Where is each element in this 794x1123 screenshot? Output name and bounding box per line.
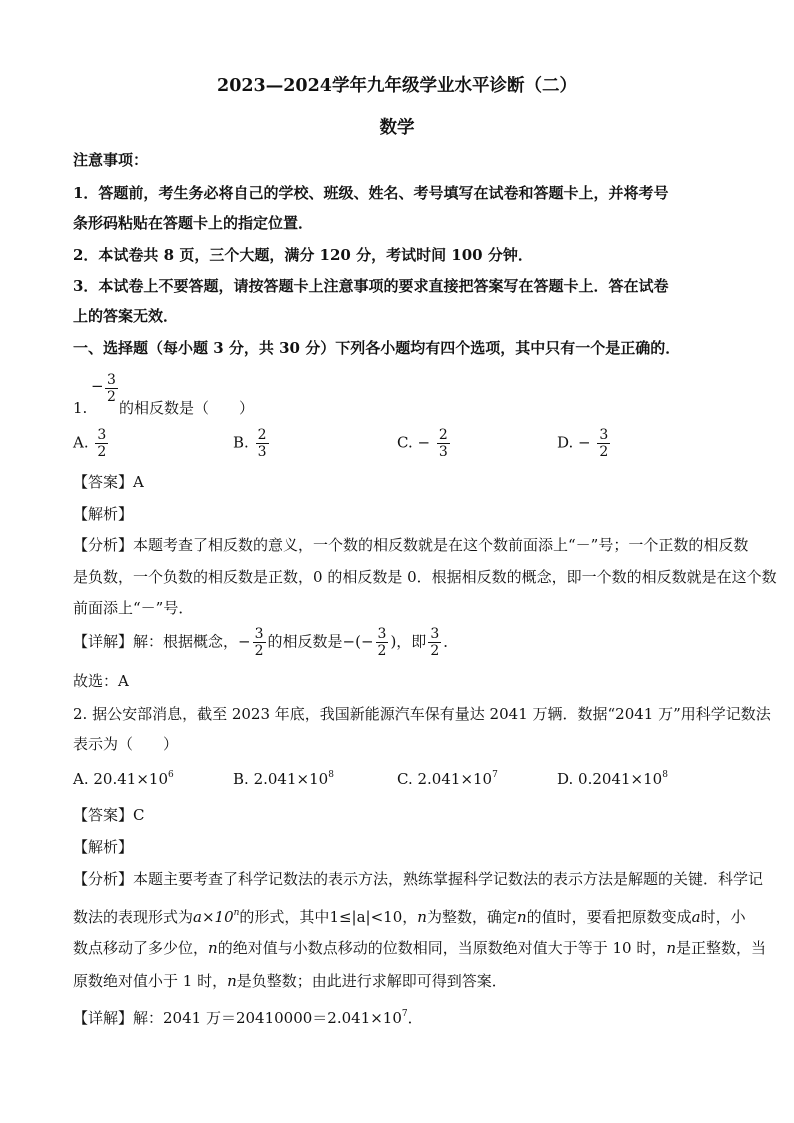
fraction: $\frac{3}{2}$ [599, 427, 609, 460]
question-2-stem: 表示为（ ） [73, 735, 179, 753]
choose-1: 故选：A [73, 672, 129, 690]
section-heading: 一、选择题（每小题 3 分，共 30 分）下列各小题均有四个选项，其中只有一个是正确的． [73, 339, 681, 357]
fraction: $\frac{3}{2}$ [377, 626, 387, 659]
fraction: $\frac{2}{3}$ [257, 427, 267, 460]
minus-sign: − [91, 377, 104, 395]
analysis-text: 数法的表现形式为$a\times 10^n$的形式，其中1≤|a|<10，n为整数，确定n的值时，要看把原数变成a时，小 [73, 908, 746, 926]
analysis-tag: 【解析】 [73, 505, 134, 523]
notes-item: 条形码粘贴在答题卡上的指定位置． [73, 214, 314, 232]
fraction: $\frac{3}{2}$ [107, 372, 116, 405]
option-c[interactable]: C. $2.041\times 10^7$ [397, 770, 498, 788]
option-a[interactable]: A. $\frac{3}{2}$ [73, 427, 107, 460]
analysis-text: 是负数，一个负数的相反数是正数，0 的相反数是 0．根据相反数的概念，即一个数的相反数就是在这个数 [73, 568, 777, 586]
question-number: 1. [73, 399, 88, 417]
question-2-stem: 2. 据公安部消息，截至 2023 年底，我国新能源汽车保有量达 2041 万辆．数据“2041 万”用科学记数法 [73, 705, 771, 723]
detail-2: 【详解】解：2041 万$=20410000=2.041\times 10^7$． [73, 1009, 423, 1027]
fraction: $\frac{3}{2}$ [254, 626, 264, 659]
option-d[interactable]: D. − $\frac{3}{2}$ [557, 427, 609, 460]
stem-tail: 的相反数是（ ） [119, 399, 255, 417]
option-c[interactable]: C. − $\frac{2}{3}$ [397, 427, 448, 460]
option-b[interactable]: B. $\frac{2}{3}$ [233, 427, 267, 460]
notes-item: 2．本试卷共 8 页，三个大题，满分 120 分，考试时间 100 分钟． [73, 246, 533, 264]
fraction: $\frac{3}{2}$ [97, 427, 107, 460]
notes-item: 上的答案无效． [73, 307, 179, 325]
detail-1: 【详解】解：根据概念，− $\frac{3}{2}$ 的相反数是−(− $\frac{3}{2}$ )，即 $\frac{3}{2}$ ． [73, 626, 459, 659]
subject-title: 数学 [379, 118, 415, 138]
analysis-text: 【分析】本题主要考查了科学记数法的表示方法，熟练掌握科学记数法的表示方法是解题的关键．科学记 [73, 870, 764, 888]
option-a[interactable]: A. $20.41\times 10^6$ [73, 770, 174, 788]
fraction: $\frac{2}{3}$ [438, 427, 448, 460]
option-b[interactable]: B. $2.041\times 10^8$ [233, 770, 334, 788]
analysis-text: 【分析】本题考查了相反数的意义，一个数的相反数就是在这个数前面添上“－”号；一个正数的相反数 [73, 536, 749, 554]
analysis-tag: 【解析】 [73, 838, 134, 856]
notes-item: 1．答题前，考生务必将自己的学校、班级、姓名、考号填写在试卷和答题卡上，并将考号 [73, 184, 669, 202]
notes-item: 3．本试卷上不要答题，请按答题卡上注意事项的要求直接把答案写在答题卡上．答在试卷 [73, 277, 669, 295]
answer-2: 【答案】C [73, 806, 145, 824]
notes-heading: 注意事项： [73, 151, 149, 169]
exam-title: 2023—2024学年九年级学业水平诊断（二） [217, 76, 577, 96]
fraction: $\frac{3}{2}$ [430, 626, 440, 659]
option-d[interactable]: D. $0.2041\times 10^8$ [557, 770, 668, 788]
analysis-text: 原数绝对值小于 1 时，n是负整数；由此进行求解即可得到答案． [73, 972, 507, 990]
answer-1: 【答案】A [73, 473, 144, 491]
analysis-text: 前面添上“－”号． [73, 599, 194, 617]
analysis-text: 数点移动了多少位，n的绝对值与小数点移动的位数相同，当原数绝对值大于等于 10 时，n是正整数，当 [73, 939, 767, 957]
